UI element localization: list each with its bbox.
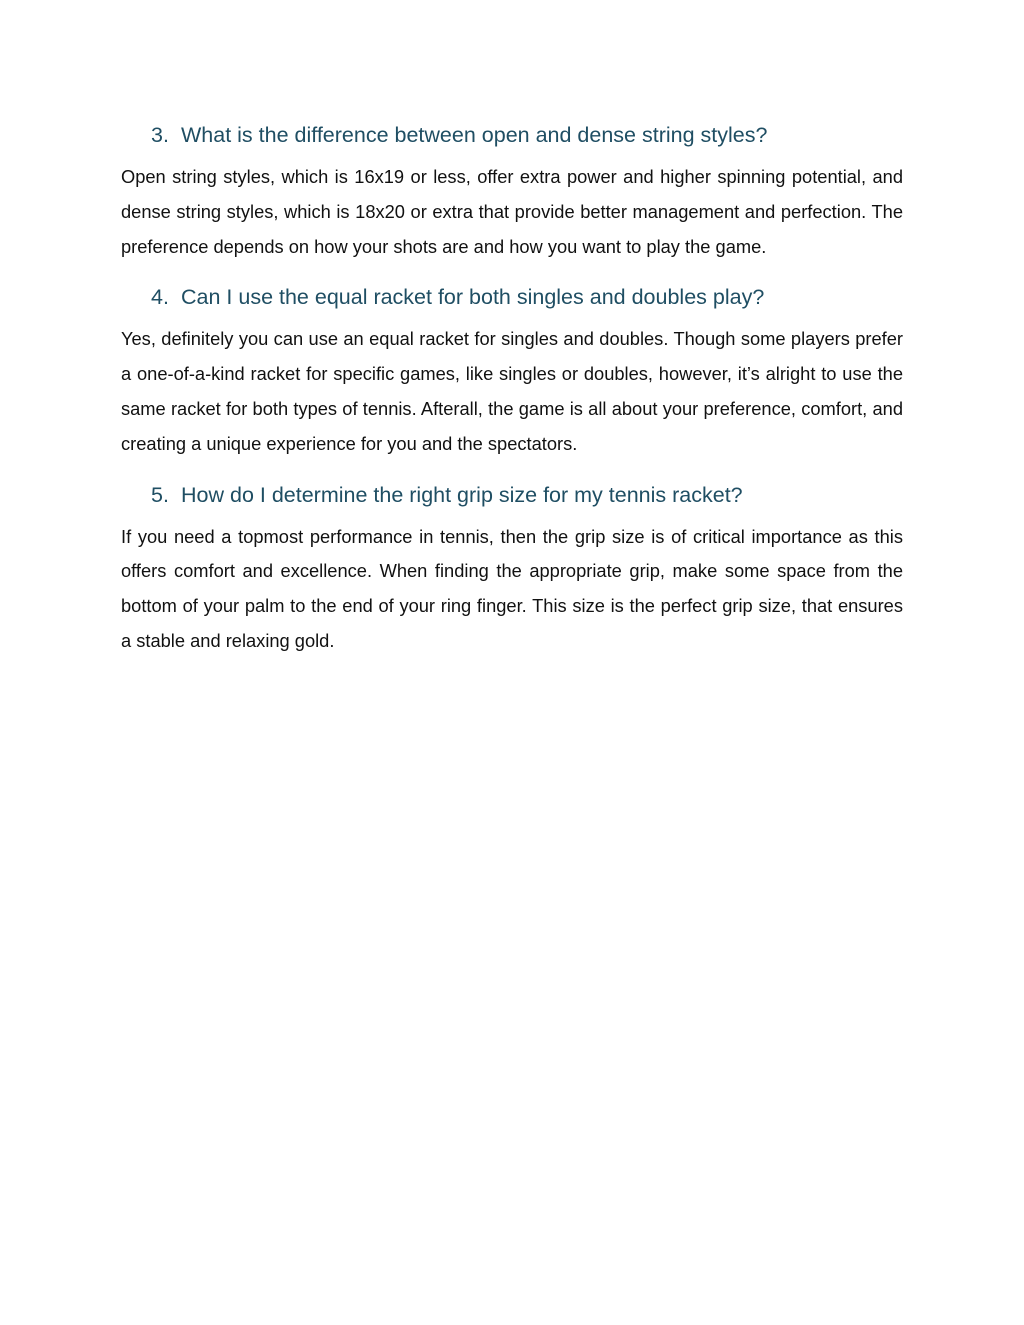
faq-answer-paragraph: If you need a topmost performance in tennis, then the grip size is of critical importance as this offers comfort and excellence. When finding the appropriate grip, make some space from the bottom of your palm to the end of your ring finger. This size is the perfect grip size, that ensures a stable and relaxing gold. [121,525,903,651]
faq-question-heading [151,280,903,314]
faq-item-3 [121,118,903,264]
faq-question-text: What is the difference between open and dense string styles? [181,123,768,147]
faq-answer-paragraph: Yes, definitely you can use an equal racket for singles and doubles. Though some players prefer a one-of-a-kind racket for specific games, like singles or doubles, however, it’s alright to use the same racket for both types of tennis. Afterall, the game is all about your preference, comfort, and creating a unique experience for you and the spectators. [121,328,903,454]
faq-section [121,118,903,675]
faq-question-text: How do I determine the right grip size for my tennis racket? [181,482,743,507]
faq-number: 4. [151,285,169,310]
faq-question-heading [151,118,903,152]
faq-item-5 [121,478,903,659]
faq-number: 5. [151,482,169,507]
faq-number: 3. [151,123,169,147]
faq-item-4 [121,280,903,461]
faq-question-text: Can I use the equal racket for both singles and doubles play? [181,285,765,310]
faq-question-heading [151,478,903,512]
faq-answer-paragraph: Open string styles, which is 16x19 or less, offer extra power and higher spinning potential, and dense string styles, which is 18x20 or extra that provide better management and perfection. The preference depends on how your shots are and how you want to play the game. [121,166,903,257]
